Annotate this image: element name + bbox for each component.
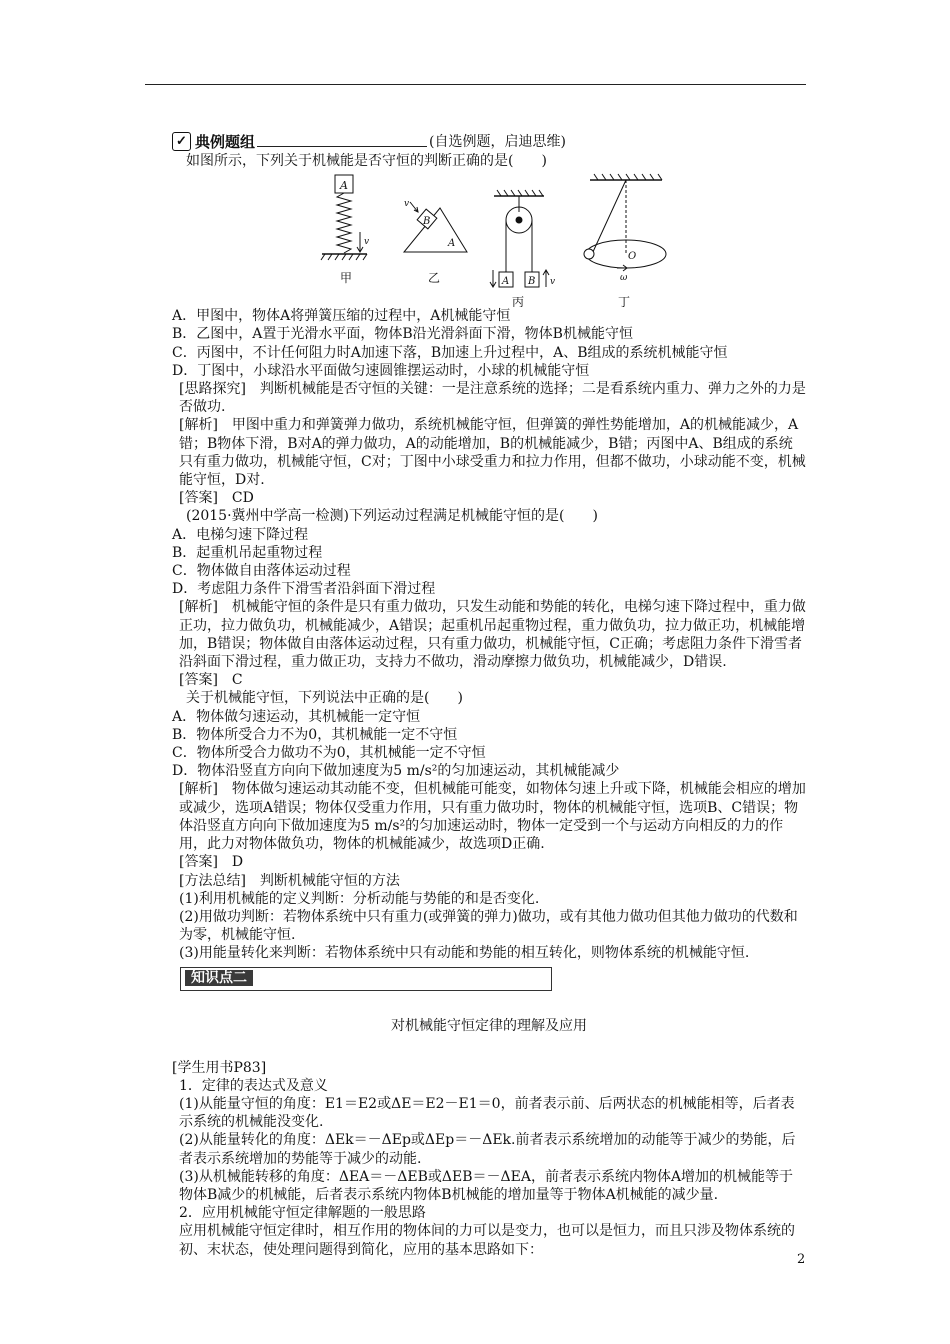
figure-label-jia: 甲 <box>340 271 353 286</box>
section-para-1: (1)从能量守恒的角度：E1＝E2或ΔE＝E2－E1＝0，前者表示前、后两状态的机械能相等，后者表示系统的机械能没变化. <box>179 1095 795 1131</box>
q2-analysis: [解析] 机械能守恒的条件是只有重力做功，只发生动能和势能的转化，电梯匀速下降过程中，重力做正功，拉力做负功，机械能减少，A错误；起重机吊起重物过程，重力做负功，拉力做正功，机械能增加，B错误；物体做自由落体运动过程，只有重力做功，机械能守恒，C正确；考虑阻力条件下滑雪者沿斜面下滑过程，重力做正功，支持力不做功，滑动摩擦力做负功，机械能减少，D错误. <box>179 599 806 671</box>
section-heading-2: 2．应用机械能守恒定律解题的一般思路 <box>179 1205 426 1222</box>
method-title: [方法总结] 判断机械能守恒的方法 <box>179 872 400 889</box>
figure-ding <box>584 174 666 283</box>
svg-text:A: A <box>448 238 456 250</box>
svg-text:A: A <box>502 276 510 288</box>
q1-answer: [答案] CD <box>179 490 254 507</box>
q1-stem: 如图所示，下列关于机械能是否守恒的判断正确的是( ) <box>186 153 547 169</box>
method-item-3: (3)用能量转化来判断：若物体系统中只有动能和势能的相互转化，则物体系统的机械能守恒. <box>179 945 750 962</box>
section-heading-1: 1．定律的表达式及意义 <box>179 1077 328 1094</box>
section-para-2: (2)从能量转化的角度：ΔEk＝－ΔEp或ΔEp＝－ΔEk.前者表示系统增加的动能等于减少的势能，后者表示系统增加的势能等于减少的动能. <box>179 1132 796 1167</box>
q1-option-b: B．乙图中，A置于光滑水平面，物体B沿光滑斜面下滑，物体B机械能守恒 <box>172 326 633 343</box>
q1-analysis: [解析] 甲图中重力和弹簧弹力做功，系统机械能守恒，但弹簧的弹性势能增加，A的机械能减少，A错；B物体下滑，B对A的弹力做功，A的动能增加，B的机械能减少，B错；丙图中A、B组成的系统只有重力做功，机械能守恒，C对；丁图中小球受重力和拉力作用，但都不做功，小球动能不变，机械能守恒，D对. <box>179 417 806 489</box>
q2-stem: (2015·冀州中学高一检测)下列运动过程满足机械能守恒的是( ) <box>186 508 598 525</box>
example-group-header <box>172 130 806 152</box>
mechanics-diagram <box>172 172 806 307</box>
section-label: 知识点二 <box>185 970 253 986</box>
figure-yi <box>404 199 467 252</box>
q2-option-a: A．电梯匀速下降过程 <box>172 526 309 543</box>
method-item-1: (1)利用机械能的定义判断：分析动能与势能的和是否变化. <box>179 890 540 907</box>
figure-label-bing: 丙 <box>512 295 525 308</box>
q1-idea: [思路探究] 判断机械能是否守恒的关键：一是注意系统的选择；二是看系统内重力、弹力之外的力是否做功. <box>179 381 806 416</box>
svg-text:B: B <box>528 276 536 288</box>
svg-text:B: B <box>423 216 431 228</box>
q3-option-b: B．物体所受合力不为0，其机械能一定不守恒 <box>172 726 458 743</box>
q2-option-c: C．物体做自由落体运动过程 <box>172 563 351 580</box>
block-a-label: A <box>340 179 348 193</box>
document-body <box>172 130 806 1259</box>
q1-option-c: C．丙图中，不计任何阻力时A加速下落，B加速上升过程中，A、B组成的系统机械能守恒 <box>172 344 728 361</box>
q1-option-d: D．丁图中，小球沿水平面做匀速圆锥摆运动时，小球的机械能守恒 <box>172 362 590 379</box>
figure-jia <box>321 175 369 260</box>
figure-label-ding: 丁 <box>618 295 631 308</box>
svg-text:v: v <box>364 237 370 248</box>
q1-figure <box>172 172 806 307</box>
q3-analysis: [解析] 物体做匀速运动其动能不变，但机械能可能变，如物体匀速上升或下降，机械能会相应的增加或减少，选项A错误；物体仅受重力作用，只有重力做功时，物体的机械能守恒，选项B、C错误；物体沿竖直方向向下做加速度为5 m/s²的匀加速运动时，物体一定受到一个与运动方向相反的力的作用，此力对物体做负功，物体的机械能减少，故选项D正确. <box>179 781 806 853</box>
q2-option-d: D．考虑阻力条件下滑雪者沿斜面下滑过程 <box>172 581 436 598</box>
svg-text:v: v <box>404 199 410 210</box>
header-dash <box>257 136 427 147</box>
checkmark-icon: ✓ <box>172 132 191 151</box>
section-ref: [学生用书P83] <box>172 1059 267 1076</box>
q3-answer: [答案] D <box>179 854 244 871</box>
q3-option-c: C．物体所受合力做功不为0，其机械能一定不守恒 <box>172 745 486 762</box>
header-title: 典例题组 <box>195 132 256 151</box>
q2-answer: [答案] C <box>179 672 243 689</box>
page-number: 2 <box>797 1252 806 1267</box>
svg-text:O: O <box>628 251 637 263</box>
section-title: 对机械能守恒定律的理解及应用 <box>391 1017 587 1034</box>
method-item-2: (2)用做功判断：若物体系统中只有重力(或弹簧的弹力)做功，或有其他力做功但其他力做功的代数和为零，机械能守恒. <box>179 908 798 944</box>
section-para-3: (3)从机械能转移的角度：ΔEA＝－ΔEB或ΔEB＝－ΔEA，前者表示系统内物体A增加的机械能等于物体B减少的机械能，后者表示系统内物体B机械能的增加量等于物体A机械能的减少量. <box>179 1168 794 1203</box>
svg-text:ω: ω <box>620 273 628 284</box>
section-banner <box>180 967 552 991</box>
figure-bing <box>490 190 555 287</box>
q3-option-d: D．物体沿竖直方向向下做加速度为5 m/s²的匀加速运动，其机械能减少 <box>172 763 620 780</box>
section-para-4: 应用机械能守恒定律时，相互作用的物体间的力可以是变力，也可以是恒力，而且只涉及物体系统的初、末状态，使处理问题得到简化，应用的基本思路如下： <box>179 1223 795 1258</box>
svg-text:v: v <box>550 277 556 288</box>
header-subtitle: (自选例题，启迪思维) <box>429 134 566 150</box>
figure-label-yi: 乙 <box>428 271 441 286</box>
q3-stem: 关于机械能守恒，下列说法中正确的是( ) <box>186 690 463 707</box>
q1-option-a: A．甲图中，物体A将弹簧压缩的过程中，A机械能守恒 <box>172 308 511 325</box>
q3-option-a: A．物体做匀速运动，其机械能一定守恒 <box>172 708 421 725</box>
top-rule <box>145 84 806 85</box>
q2-option-b: B．起重机吊起重物过程 <box>172 544 323 561</box>
